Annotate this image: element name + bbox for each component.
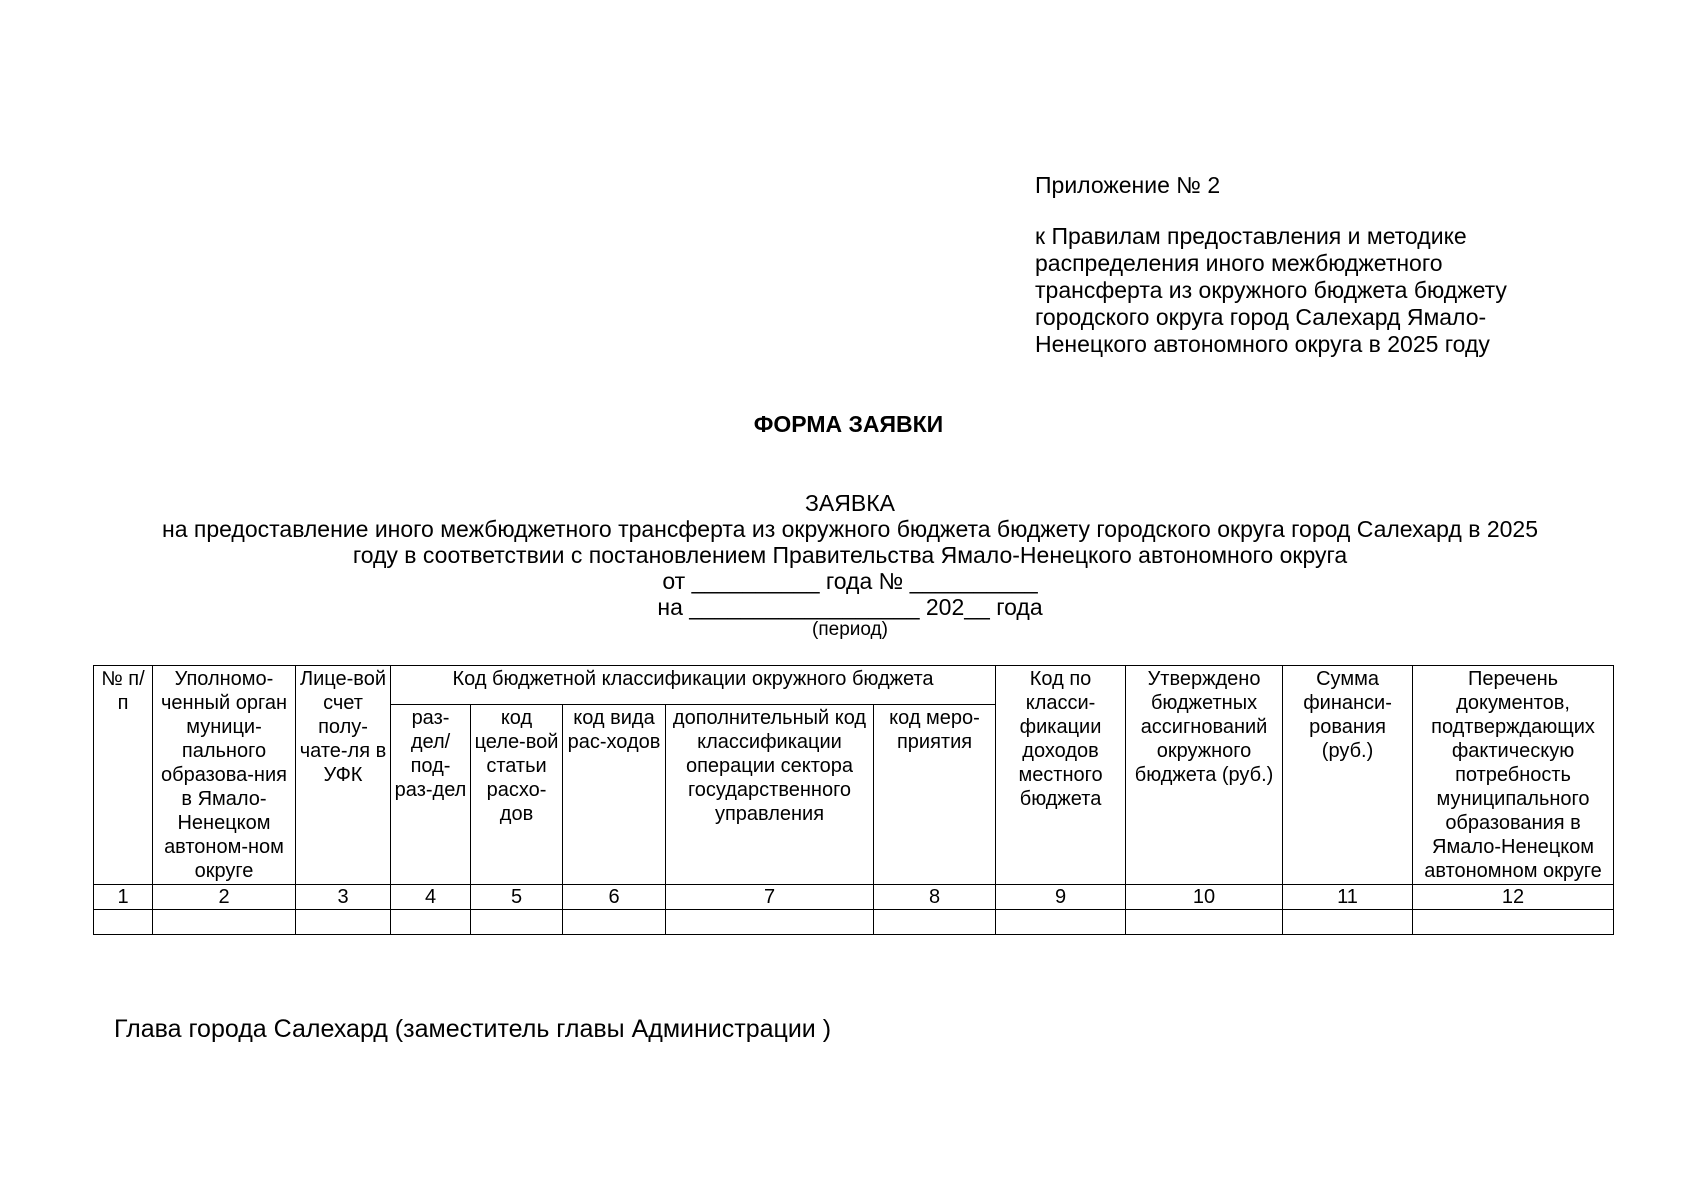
table-cell	[391, 910, 471, 935]
header-org: Уполномо-ченный орган муници-пального образова-ния в Ямало-Ненецком автоном-ном округе	[153, 666, 296, 885]
column-number: 1	[94, 885, 153, 910]
header-expense-type: код вида рас-ходов	[563, 705, 666, 885]
header-kbk-group: Код бюджетной классификации окружного бюджета	[391, 666, 996, 705]
header-kosgu: дополнительный код классификации операции сектора государственного управления	[666, 705, 874, 885]
header-section: раз-дел/ под-раз-дел	[391, 705, 471, 885]
column-number: 10	[1126, 885, 1283, 910]
header-no: № п/п	[94, 666, 153, 885]
header-income-code: Код по класси-фикации доходов местного бюджета	[996, 666, 1126, 885]
column-number: 3	[296, 885, 391, 910]
column-numbers-row	[94, 885, 1614, 910]
column-number: 2	[153, 885, 296, 910]
table-cell	[1126, 910, 1283, 935]
request-line-2: году в соответствии с постановлением Правительства Ямало-Ненецкого автономного округа	[352, 542, 1348, 568]
annex-line: трансферта из окружного бюджета бюджету	[1035, 277, 1507, 303]
column-number: 9	[996, 885, 1126, 910]
table-cell	[874, 910, 996, 935]
column-number: 12	[1413, 885, 1614, 910]
header-approved: Утверждено бюджетных ассигнований окружного бюджета (руб.)	[1126, 666, 1283, 885]
annex-line: городского округа город Салехард Ямало-	[1035, 304, 1487, 330]
annex-block	[1035, 172, 1595, 358]
header-account: Лице-вой счет полу-чате-ля в УФК	[296, 666, 391, 885]
table-cell	[666, 910, 874, 935]
header-target-article: код целе-вой статьи расхо-дов	[471, 705, 563, 885]
annex-reference	[1035, 223, 1595, 358]
table-cell	[563, 910, 666, 935]
application-table	[93, 665, 1614, 935]
form-title: ФОРМА ЗАЯВКИ	[753, 411, 944, 437]
header-amount: Сумма финанси-рования (руб.)	[1283, 666, 1413, 885]
table-cell	[1413, 910, 1614, 935]
table-cell	[996, 910, 1126, 935]
table-cell	[471, 910, 563, 935]
column-number: 5	[471, 885, 563, 910]
annex-line: распределения иного межбюджетного	[1035, 250, 1443, 276]
annex-line: к Правилам предоставления и методике	[1035, 223, 1467, 249]
table-cell	[296, 910, 391, 935]
table-cell	[94, 910, 153, 935]
request-title: ЗАЯВКА	[805, 490, 895, 516]
header-documents: Перечень документов, подтверждающих фактическую потребность муниципального образования в Ямало-Ненецком автономном округе	[1413, 666, 1614, 885]
annex-number: Приложение № 2	[1035, 172, 1221, 198]
table-row	[94, 910, 1614, 935]
signature-line: Глава города Салехард (заместитель главы Администрации )	[114, 1015, 832, 1043]
header-row	[94, 666, 1614, 705]
header-event-code: код меро-приятия	[874, 705, 996, 885]
column-number: 6	[563, 885, 666, 910]
table-cell	[1283, 910, 1413, 935]
request-period: на __________________ 202__ года	[657, 594, 1043, 620]
column-number: 8	[874, 885, 996, 910]
column-number: 4	[391, 885, 471, 910]
column-number: 11	[1283, 885, 1413, 910]
column-number: 7	[666, 885, 874, 910]
request-line-1: на предоставление иного межбюджетного трансферта из окружного бюджета бюджету городского округа город Салехард в 2025	[162, 516, 1538, 542]
period-hint: (период)	[812, 619, 888, 640]
request-date-number: от __________ года № __________	[662, 568, 1038, 594]
annex-line: Ненецкого автономного округа в 2025 году	[1035, 331, 1490, 357]
request-header	[100, 490, 1600, 640]
table-cell	[153, 910, 296, 935]
